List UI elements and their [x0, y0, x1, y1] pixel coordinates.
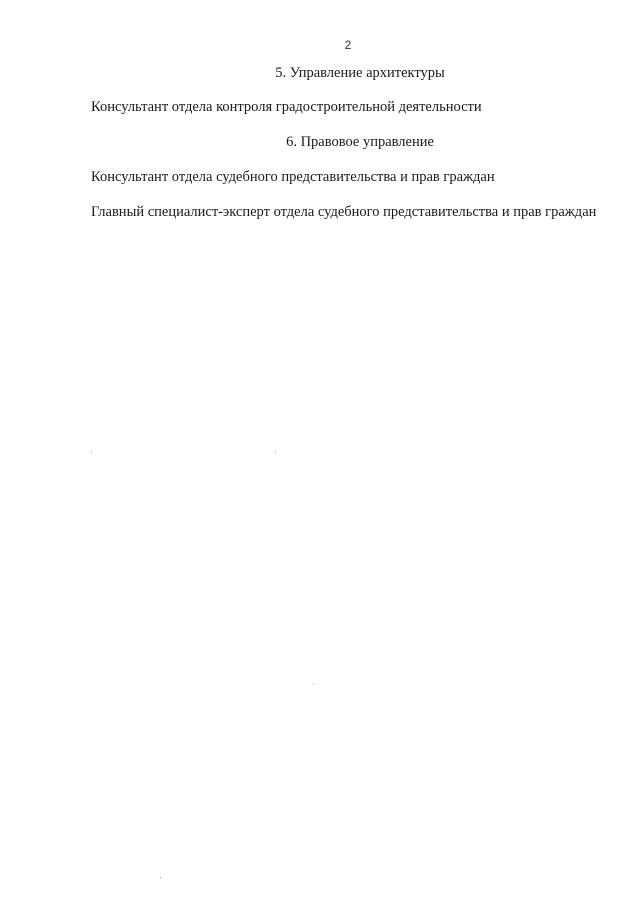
position-item: Главный специалист-эксперт отдела судебного представительства и прав граждан	[91, 204, 597, 220]
section-heading-legal: 6. Правовое управление	[286, 134, 434, 150]
section-heading-architecture: 5. Управление архитектуры	[275, 65, 445, 81]
scan-speck	[313, 683, 314, 684]
scan-speck	[91, 451, 92, 452]
position-item: Консультант отдела контроля градостроительной деятельности	[91, 99, 482, 115]
scan-speck	[160, 877, 161, 878]
scan-speck	[275, 451, 276, 452]
page-number: 2	[344, 38, 352, 52]
position-item: Консультант отдела судебного представительства и прав граждан	[91, 169, 495, 185]
